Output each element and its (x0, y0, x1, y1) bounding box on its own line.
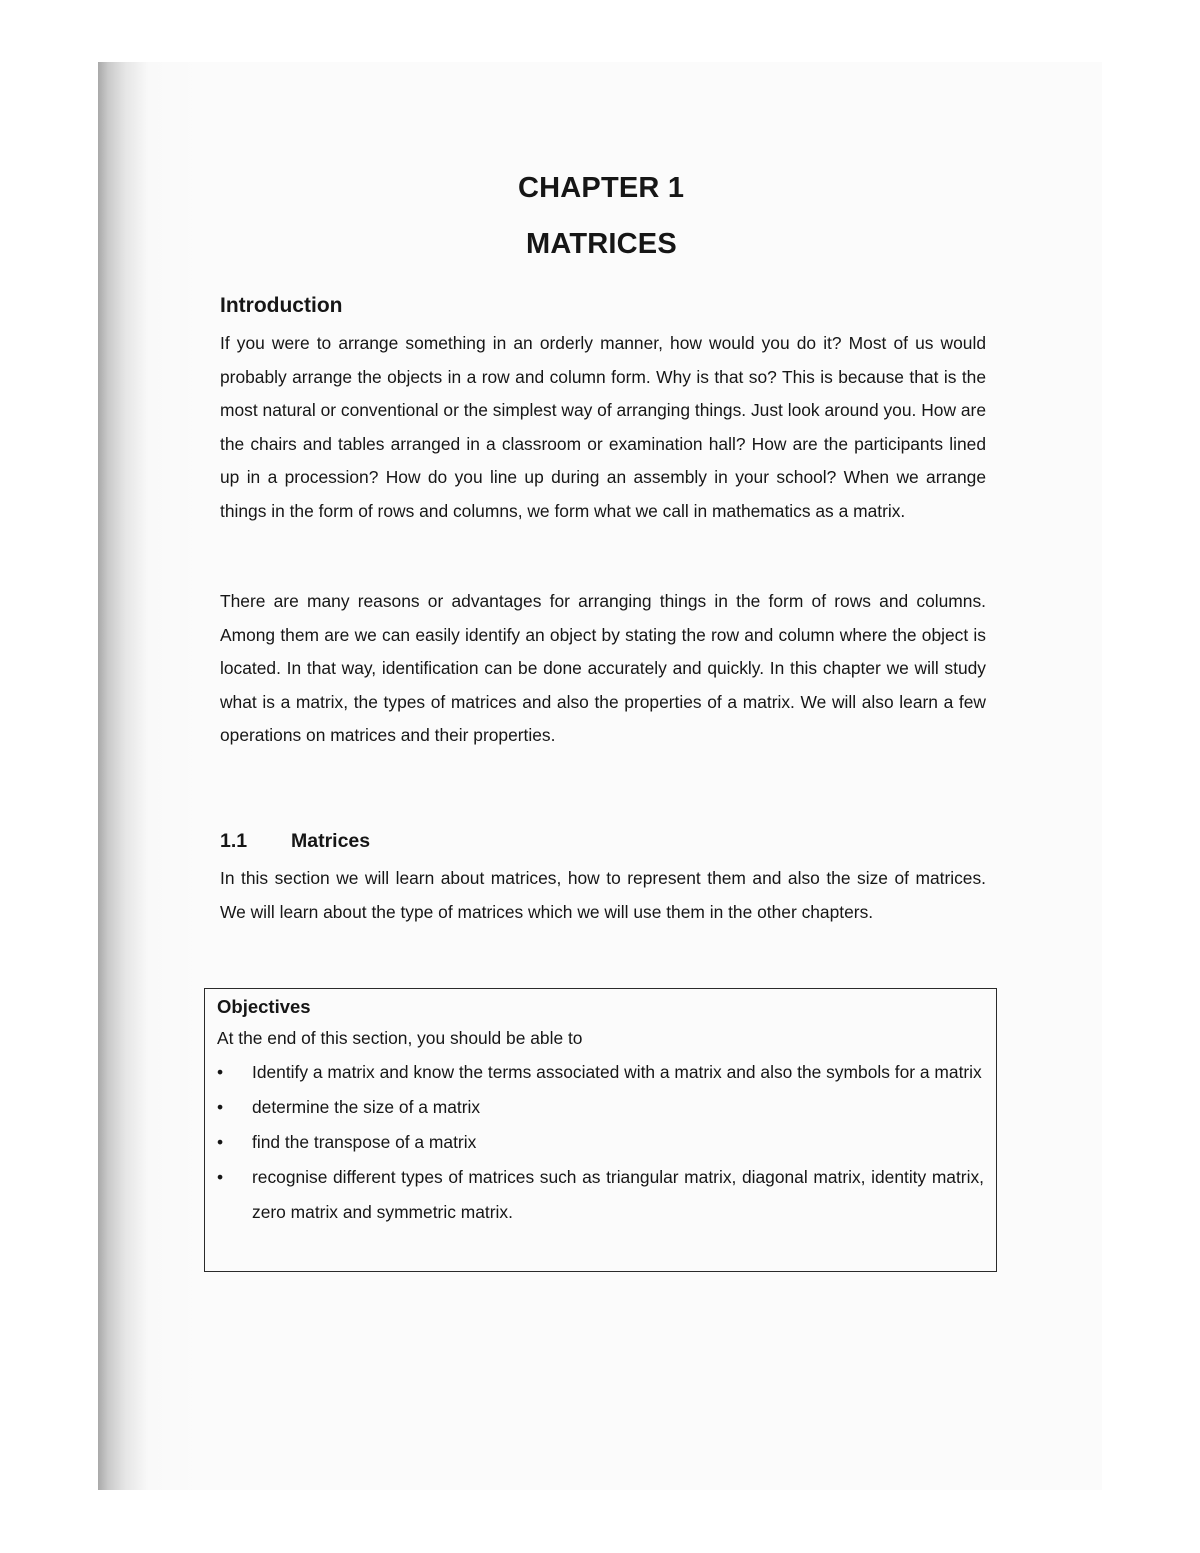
objective-text: Identify a matrix and know the terms associated with a matrix and also the symbols for a matrix (252, 1062, 982, 1082)
chapter-label: CHAPTER 1 (518, 172, 685, 204)
objectives-intro: At the end of this section, you should be able to (217, 1028, 583, 1048)
page-binding-shadow (98, 62, 148, 1490)
objective-text: determine the size of a matrix (252, 1097, 481, 1117)
chapter-title: MATRICES (526, 228, 677, 260)
bullet-icon: • (217, 1132, 224, 1152)
section-number: 1.1 (220, 830, 248, 852)
introduction-paragraph-2: There are many reasons or advantages for arranging things in the form of rows and columns. Among them are we can easily identify an object by stating the row and column where the object is located. In that way, identification can be done accurately and quickly. In this chapter we will study what is a matrix, the types of matrices and also the properties of a matrix. We will also learn a few operations on matrices and their properties. (220, 591, 986, 745)
bullet-icon: • (217, 1062, 224, 1082)
objective-text: recognise different types of matrices such as triangular matrix, diagonal matrix, identity matrix, zero matrix and symmetric matrix. (252, 1167, 984, 1222)
objective-text: find the transpose of a matrix (252, 1132, 477, 1152)
introduction-heading: Introduction (220, 294, 343, 317)
objective-item (217, 1055, 984, 1090)
objectives-list (217, 1055, 984, 1230)
objective-item (217, 1090, 984, 1125)
bullet-icon: • (217, 1167, 224, 1187)
bullet-icon: • (217, 1097, 224, 1117)
section-heading (220, 830, 370, 853)
scanned-page (98, 62, 1102, 1490)
objectives-heading: Objectives (217, 996, 311, 1017)
introduction-paragraph-1: If you were to arrange something in an orderly manner, how would you do it? Most of us would probably arrange the objects in a row and column form. Why is that so? This is because that is the most natural or conventional or the simplest way of arranging things. Just look around you. How are the chairs and tables arranged in a classroom or examination hall? How are the participants lined up in a procession? How do you line up during an assembly in your school? When we arrange things in the form of rows and columns, we form what we call in mathematics as a matrix. (220, 333, 986, 521)
section-paragraph: In this section we will learn about matrices, how to represent them and also the size of matrices. We will learn about the type of matrices which we will use them in the other chapters. (220, 868, 986, 922)
section-title: Matrices (291, 830, 371, 852)
objective-item (217, 1160, 984, 1230)
objective-item (217, 1125, 984, 1160)
objectives-box (204, 988, 997, 1272)
